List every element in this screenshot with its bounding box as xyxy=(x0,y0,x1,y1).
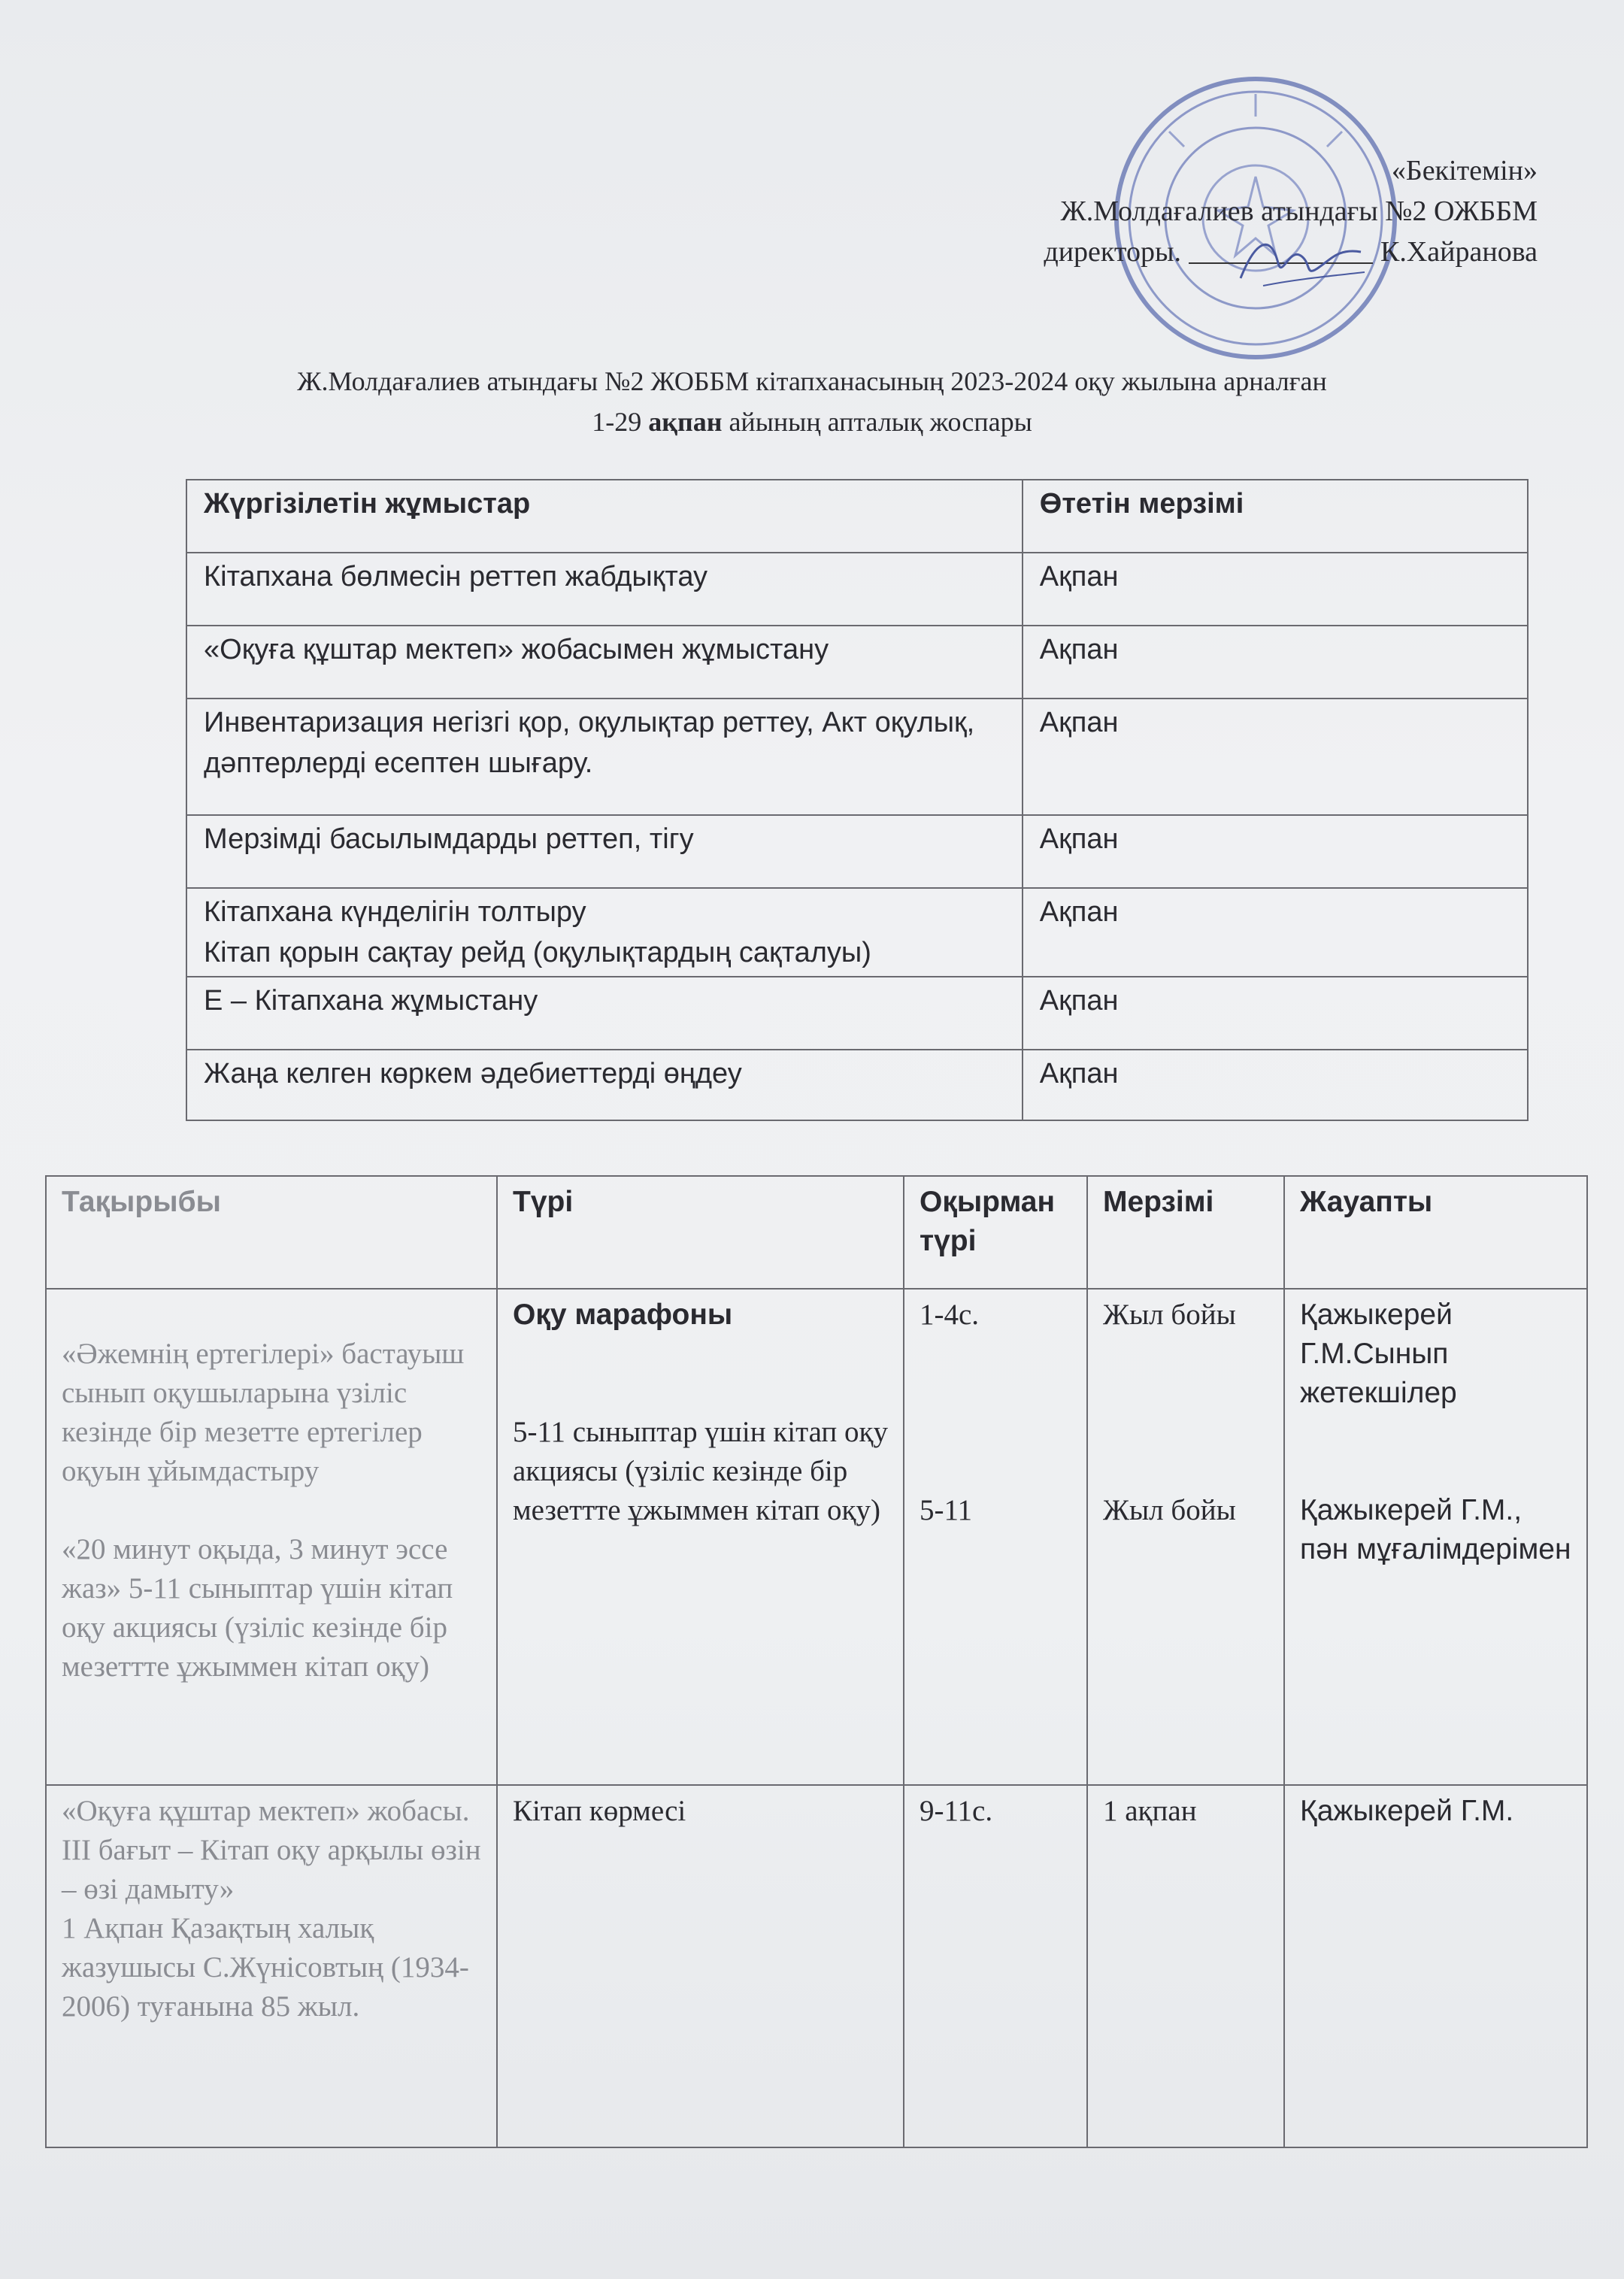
responsible-cell: Қажыкерей Г.М.Сынып жетекшілер Қажыкерей Г.М., пән мұғалімдерімен xyxy=(1284,1289,1587,1785)
table-header-row xyxy=(46,1176,1587,1289)
handwritten-signature xyxy=(1233,226,1368,293)
work-cell: Е – Кітапхана жұмыстану xyxy=(186,977,1023,1050)
topic-cell: «Әжемнің ертегілері» бастауыш сынып оқушыларына үзіліс кезінде бір мезетте ертегілер оқуын ұйымдастыру «20 минут оқыда, 3 минут эссе жаз» 5-11 сыныптар үшін кітап оқу акциясы (үзіліс кезінде бір мезеттте ұжыммен кітап оқу) xyxy=(46,1289,497,1785)
document-title xyxy=(0,361,1624,442)
date-cell: Ақпан xyxy=(1023,553,1528,626)
table-row xyxy=(186,699,1528,815)
header-date: Өтетін мерзімі xyxy=(1023,480,1528,553)
table-row xyxy=(186,626,1528,699)
reader-cell: 9-11с. xyxy=(904,1785,1087,2147)
works-table xyxy=(186,479,1529,1121)
work-cell: Кітапхана бөлмесін реттеп жабдықтау xyxy=(186,553,1023,626)
events-table xyxy=(45,1175,1588,2148)
table-row xyxy=(46,1785,1587,2147)
approval-name: К.Хайранова xyxy=(1380,236,1538,268)
table-row xyxy=(186,815,1528,888)
approval-title: директоры. xyxy=(1044,236,1181,268)
header-date: Мерзімі xyxy=(1087,1176,1284,1289)
work-cell: Мерзімді басылымдарды реттеп, тігу xyxy=(186,815,1023,888)
date-cell: Ақпан xyxy=(1023,1050,1528,1120)
table-row xyxy=(186,888,1528,977)
reader-cell: 1-4с. 5-11 xyxy=(904,1289,1087,1785)
header-works: Жүргізілетін жұмыстар xyxy=(186,480,1023,553)
table-row xyxy=(186,1050,1528,1120)
type-cell: Оқу марафоны 5-11 сыныптар үшін кітап оқу акциясы (үзіліс кезінде бір мезеттте ұжыммен кітап оқу) xyxy=(497,1289,904,1785)
header-responsible: Жауапты xyxy=(1284,1176,1587,1289)
table-row xyxy=(186,977,1528,1050)
date-cell: Ақпан xyxy=(1023,699,1528,815)
table-row xyxy=(186,553,1528,626)
topic-cell: «Оқуға құштар мектеп» жобасы. III бағыт – Кітап оқу арқылы өзін – өзі дамыту» 1 Ақпан Қазақтың халық жазушысы С.Жүнісовтың (1934-2006) туғанына 85 жыл. xyxy=(46,1785,497,2147)
type-cell: Кітап көрмесі xyxy=(497,1785,904,2147)
responsible-cell: Қажыкерей Г.М. xyxy=(1284,1785,1587,2147)
header-topic: Тақырыбы xyxy=(46,1176,497,1289)
date-cell: Ақпан xyxy=(1023,626,1528,699)
approval-heading: «Бекітемін» xyxy=(1391,155,1538,186)
title-line-1: Ж.Молдағалиев атындағы №2 ЖОББМ кітапханасының 2023-2024 оқу жылына арналған xyxy=(297,366,1327,396)
date-cell: Ақпан xyxy=(1023,977,1528,1050)
date-cell: Ақпан xyxy=(1023,815,1528,888)
header-reader: Оқырман түрі xyxy=(904,1176,1087,1289)
approval-position: Ж.Молдағалиев атындағы №2 ОЖББМ xyxy=(1060,195,1538,227)
title-line-2: 1-29 ақпан айының апталық жоспары xyxy=(592,407,1032,437)
table-header-row xyxy=(186,480,1528,553)
table-row xyxy=(46,1289,1587,1785)
header-type: Түрі xyxy=(497,1176,904,1289)
work-cell: «Оқуға құштар мектеп» жобасымен жұмыстану xyxy=(186,626,1023,699)
work-cell: Кітапхана күнделігін толтыру Кітап қорын сақтау рейд (оқулықтардың сақталуы) xyxy=(186,888,1023,977)
work-cell: Инвентаризация негізгі қор, оқулықтар реттеу, Акт оқулық, дәптерлерді есептен шығару. xyxy=(186,699,1023,815)
date-cell: 1 ақпан xyxy=(1087,1785,1284,2147)
date-cell: Жыл бойы Жыл бойы xyxy=(1087,1289,1284,1785)
date-cell: Ақпан xyxy=(1023,888,1528,977)
work-cell: Жаңа келген көркем әдебиеттерді өңдеу xyxy=(186,1050,1023,1120)
